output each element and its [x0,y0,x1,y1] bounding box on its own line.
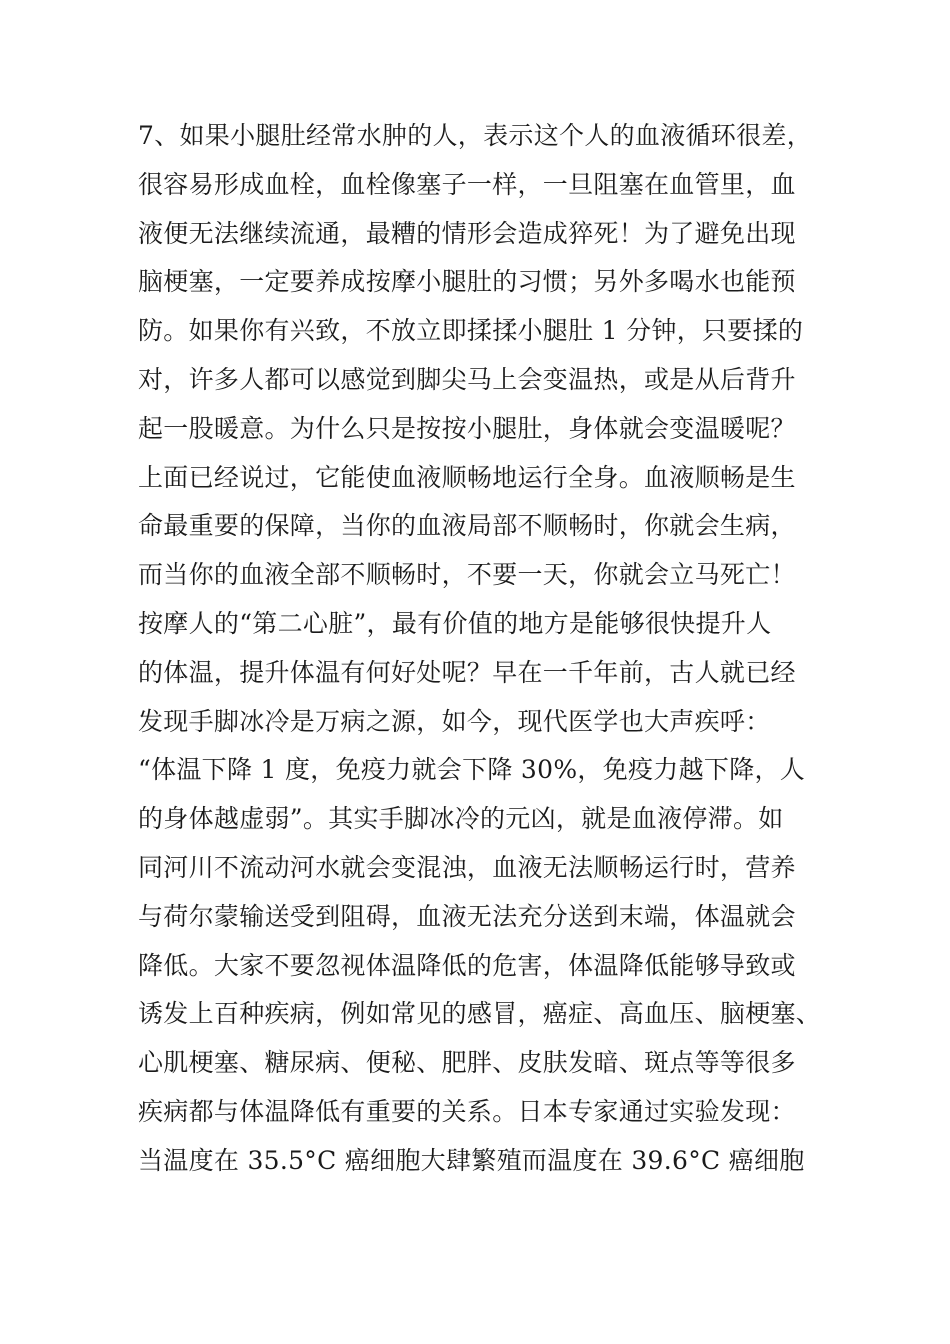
text-line: 对，许多人都可以感觉到脚尖马上会变温热，或是从后背升 [138,364,796,394]
text-line: 诱发上百种疾病，例如常见的感冒，癌症、高血压、脑梗塞、 [138,999,822,1029]
text-line: 上面已经说过，它能使血液顺畅地运行全身。血液顺畅是生 [138,462,796,492]
text-line: 的体温，提升体温有何好处呢？早在一千年前，古人就已经 [138,657,796,687]
text-line: 同河川不流动河水就会变混浊，血液无法顺畅运行时，营养 [138,852,796,882]
text-line: 降低。大家不要忽视体温降低的危害，体温降低能够导致或 [138,950,796,980]
text-line: 发现手脚冰冷是万病之源，如今，现代医学也大声疾呼： [138,706,771,736]
text-line: 命最重要的保障，当你的血液局部不顺畅时，你就会生病， [138,511,796,541]
text-line: 而当你的血液全部不顺畅时，不要一天，你就会立马死亡！ [138,560,796,590]
text-line: 按摩人的“第二心脏”，最有价值的地方是能够很快提升人 [138,608,772,638]
body-paragraph [138,112,838,1186]
text-line: 脑梗塞，一定要养成按摩小腿肚的习惯；另外多喝水也能预 [138,267,796,297]
text-line: 与荷尔蒙输送受到阻碍，血液无法充分送到末端，体温就会 [138,901,796,931]
text-line: 心肌梗塞、糖尿病、便秘、肥胖、皮肤发暗、斑点等等很多 [138,1048,796,1078]
text-line: 的身体越虚弱”。其实手脚冰冷的元凶，就是血液停滞。如 [138,804,784,834]
text-line: 疾病都与体温降低有重要的关系。日本专家通过实验发现： [138,1096,796,1126]
text-line: “体温下降 1 度，免疫力就会下降 30%，免疫力越下降，人 [138,755,806,785]
text-line: 防。如果你有兴致，不放立即揉揉小腿肚 1 分钟，只要揉的 [138,316,804,346]
text-line: 起一股暖意。为什么只是按按小腿肚，身体就会变温暖呢？ [138,413,796,443]
text-line: 7、如果小腿肚经常水肿的人，表示这个人的血液循环很差， [138,121,813,150]
text-line: 当温度在 35.5°C 癌细胞大肆繁殖而温度在 39.6°C 癌细胞 [138,1145,805,1175]
text-line: 很容易形成血栓，血栓像塞子一样，一旦阻塞在血管里，血 [138,169,796,199]
text-line: 液便无法继续流通，最糟的情形会造成猝死！为了避免出现 [138,218,796,248]
